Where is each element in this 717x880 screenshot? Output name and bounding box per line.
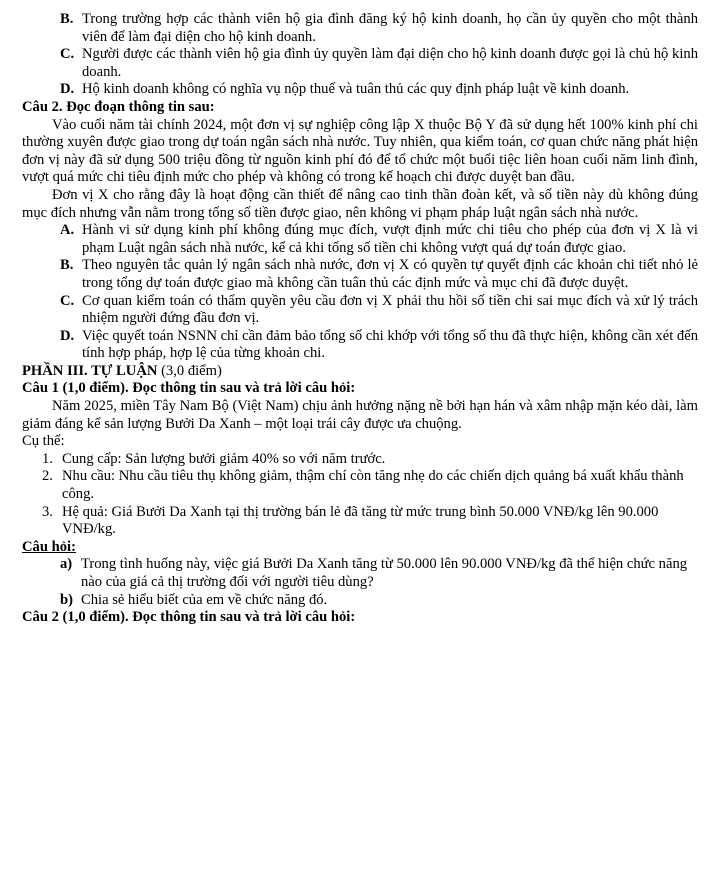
essay-1-heading: Câu 1 (1,0 điểm). Đọc thông tin sau và trả lời câu hỏi: (22, 380, 356, 397)
option-text: Trong trường hợp các thành viên hộ gia đình đăng ký hộ kinh doanh, họ cần ủy quyền cho một thành viên để làm đại diện cho hộ kinh doanh. (82, 11, 698, 45)
part-3-title: PHẦN III. TỰ LUẬN (22, 362, 158, 379)
option-d-q2 (22, 328, 698, 363)
option-label: B. (60, 11, 74, 27)
essay-1-paragraph: Năm 2025, miền Tây Nam Bộ (Việt Nam) chịu ảnh hưởng nặng nề bởi hạn hán và xâm nhập mặn kéo dài, làm giảm đáng kể sản lượng Bưởi Da Xanh – một loại trái cây được ưa chuộng. (22, 398, 698, 432)
option-label: D. (60, 327, 75, 344)
part-3-points: (3,0 điểm) (157, 362, 222, 379)
essay-1-item-3 (22, 504, 698, 539)
question-2-paragraph-2: Đơn vị X cho rằng đây là hoạt động cần thiết để nâng cao tinh thần đoàn kết, và số tiền này dù không đúng mục đích nhưng vẫn nằm trong tổng số tiền được giao, nên không vi phạm pháp luật ngân sách nhà nước. (22, 186, 698, 221)
item-text: Cung cấp: Sản lượng bưởi giảm 40% so với năm trước. (62, 450, 386, 467)
option-d-q1 (22, 81, 698, 99)
part-3-heading (22, 363, 698, 381)
option-text: Người được các thành viên hộ gia đình ủy quyền làm đại diện cho hộ kinh doanh được gọi là chủ hộ kinh doanh. (82, 46, 698, 80)
question-label: a) (60, 556, 73, 573)
option-c-q1 (22, 46, 698, 81)
option-a-q2 (22, 222, 698, 257)
option-c-q2 (22, 293, 698, 328)
option-text: Cơ quan kiểm toán có thẩm quyền yêu cầu đơn vị X phải thu hồi số tiền chi sai mục đích và xử lý trách nhiệm người đứng đầu đơn vị. (82, 292, 698, 327)
option-b-q2 (22, 257, 698, 292)
essay-1-questions-label: Câu hỏi: (22, 538, 76, 555)
question-2-paragraph-1: Vào cuối năm tài chính 2024, một đơn vị sự nghiệp công lập X thuộc Bộ Y đã sử dụng hết 100% kinh phí chi thường xuyên được giao trong dự toán ngân sách nhà nước. Tuy nhiên, qua kiểm toán, cơ quan chức năng phát hiện đơn vị này đã sử dụng 500 triệu đồng từ nguồn kinh phí đó để tổ chức một buổi tiệc liên hoan cuối năm linh đình, vượt quá mức chi tiêu định mức cho phép và không có trong kế hoạch chi được duyệt ban đầu. (22, 116, 698, 186)
question-2-heading: Câu 2. Đọc đoạn thông tin sau: (22, 98, 215, 115)
essay-1-question-a (22, 556, 698, 591)
question-text: Trong tình huống này, việc giá Bưởi Da Xanh tăng từ 50.000 lên 90.000 VNĐ/kg đã thể hiện chức năng nào của giá cả thị trường đối với người tiêu dùng? (81, 556, 688, 590)
essay-1-question-b (22, 592, 698, 610)
option-label: A. (60, 222, 75, 239)
item-text: Hệ quả: Giá Bưởi Da Xanh tại thị trường bán lẻ đã tăng từ mức trung bình 50.000 VNĐ/kg lên 90.000 VNĐ/kg. (62, 503, 659, 538)
option-label: C. (60, 292, 75, 309)
question-text: Chia sẻ hiểu biết của em về chức năng đó. (81, 591, 328, 608)
option-b-q1 (22, 11, 698, 46)
item-number: 2. (42, 468, 53, 485)
document-content (22, 11, 698, 627)
item-number: 3. (42, 503, 53, 520)
essay-1-item-1 (22, 451, 698, 469)
essay-2-heading: Câu 2 (1,0 điểm). Đọc thông tin sau và trả lời câu hỏi: (22, 609, 356, 626)
option-text: Hộ kinh doanh không có nghĩa vụ nộp thuế và tuân thủ các quy định pháp luật về kinh doanh. (82, 81, 630, 98)
essay-1-item-2 (22, 468, 698, 503)
option-text: Theo nguyên tắc quản lý ngân sách nhà nước, đơn vị X có quyền tự quyết định các khoản chi tiết nhỏ lẻ trong tổng dự toán được giao mà không cần tuân thủ các định mức và mục chi đã được duyệt. (82, 257, 698, 291)
option-label: D. (60, 81, 75, 98)
option-label: B. (60, 257, 74, 274)
item-text: Nhu cầu: Nhu cầu tiêu thụ không giảm, thậm chí còn tăng nhẹ do các chiến dịch quảng bá xuất khẩu thành công. (62, 468, 684, 503)
option-text: Hành vi sử dụng kinh phí không đúng mục đích, vượt định mức chi tiêu cho phép của đơn vị X là vi phạm Luật ngân sách nhà nước, kể cả khi tổng số tiền chi không vượt quá dự toán được giao. (82, 222, 698, 256)
question-label: b) (60, 591, 73, 608)
essay-1-details-label: Cụ thể: (22, 433, 65, 450)
option-text: Việc quyết toán NSNN chỉ cần đảm bảo tổng số chi khớp với tổng số thu đã thực hiện, không cần xét đến tính hợp pháp, hợp lệ của từng khoản chi. (82, 327, 698, 362)
option-label: C. (60, 46, 75, 63)
item-number: 1. (42, 450, 53, 467)
